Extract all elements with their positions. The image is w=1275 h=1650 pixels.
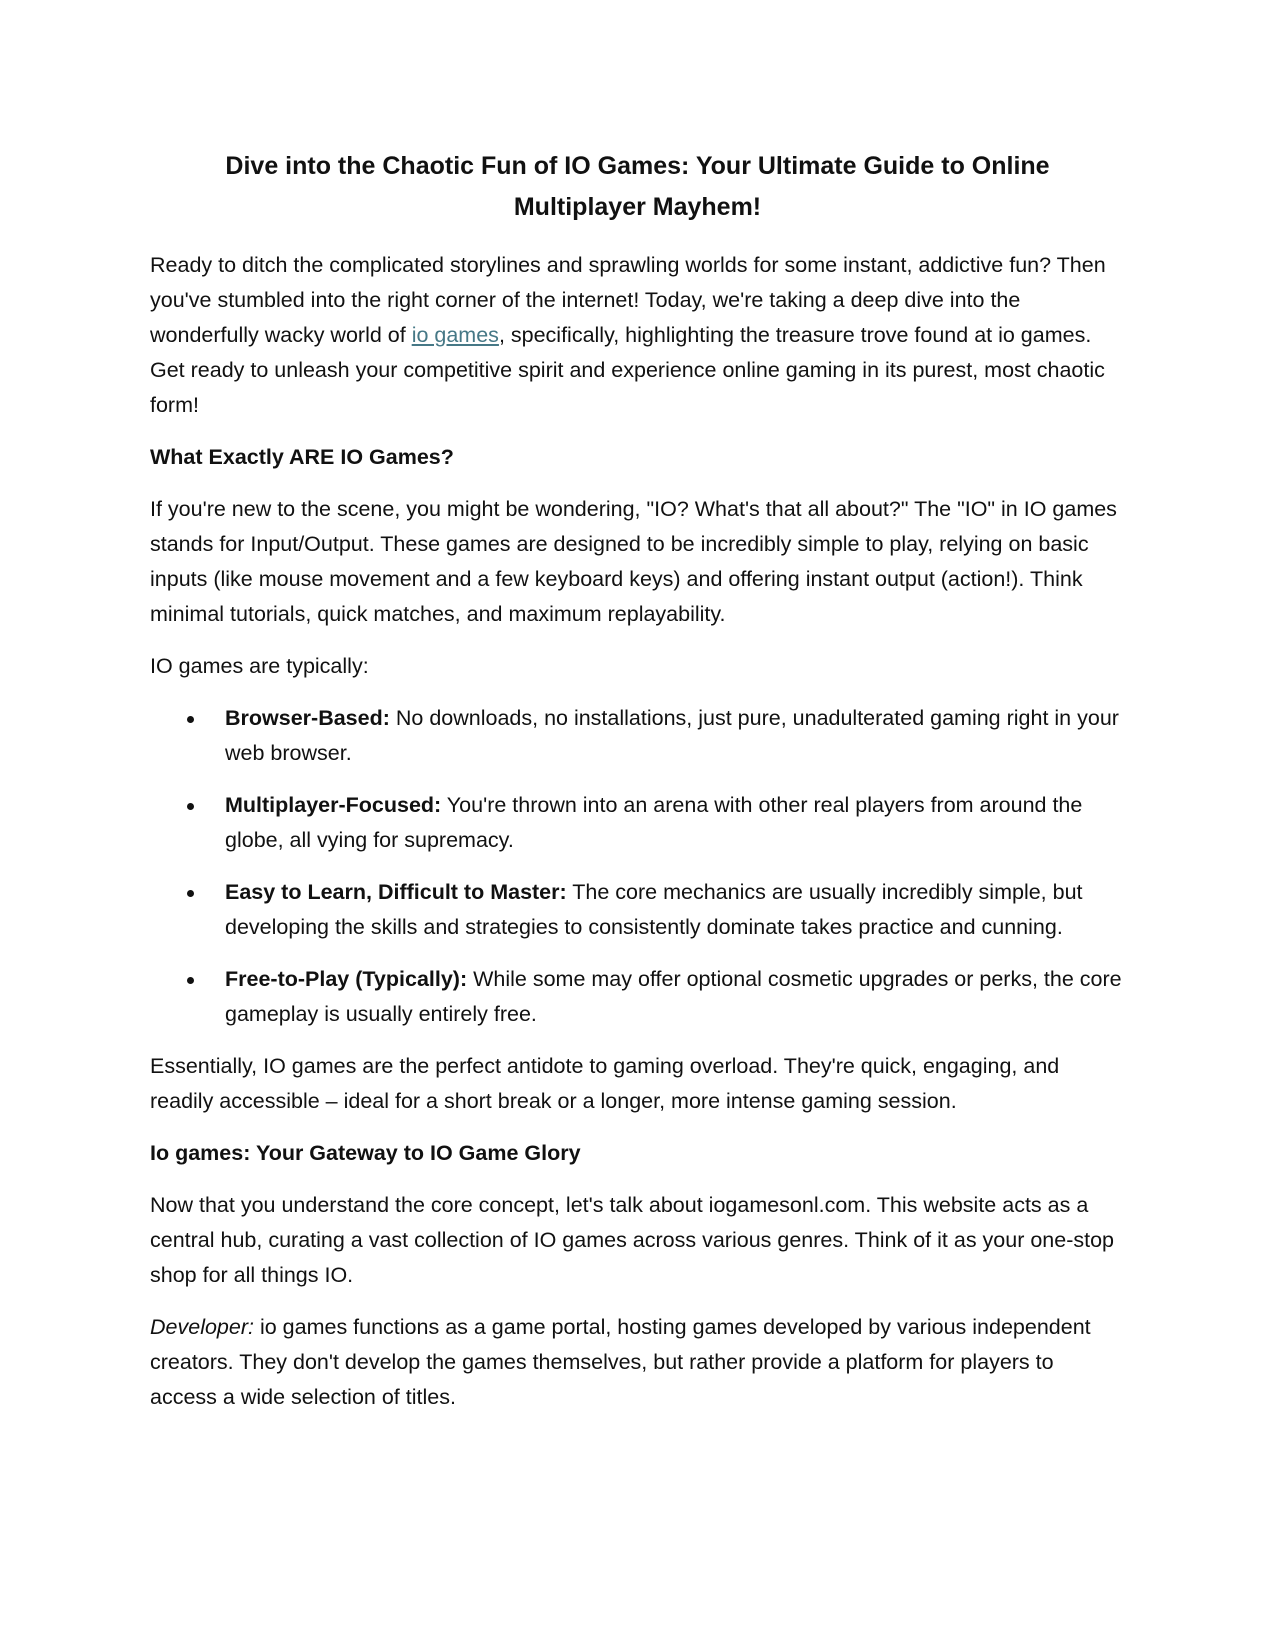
bullet-icon: [187, 803, 194, 810]
bullet-item-multiplayer-focused: [150, 788, 1125, 858]
bullet-icon: [187, 977, 194, 984]
io-games-link[interactable]: io games: [411, 323, 499, 347]
bullet-text: The core mechanics are usually incredibly simple, but developing the skills and strategies to consistently dominate takes practice and cunning.: [225, 880, 1083, 939]
intro-paragraph: [150, 248, 1125, 423]
features-bullet-list: [150, 701, 1125, 1032]
section1-paragraph-3: Essentially, IO games are the perfect antidote to gaming overload. They're quick, engaging, and readily accessible – ideal for a short break or a longer, more intense gaming session.: [150, 1054, 1060, 1113]
bullet-item-free-to-play: [150, 962, 1125, 1032]
bullet-label: Free-to-Play (Typically):: [225, 967, 468, 991]
section2-paragraph-1: Now that you understand the core concept, let's talk about iogamesonl.com. This website acts as a central hub, curating a vast collection of IO games across various genres. Think of it as your one-stop shop for all things IO.: [150, 1193, 1115, 1287]
developer-label: Developer:: [150, 1315, 254, 1339]
section-heading-what-are-io-games: What Exactly ARE IO Games?: [150, 445, 454, 469]
bullet-text: While some may offer optional cosmetic upgrades or perks, the core gameplay is usually entirely free.: [225, 967, 1122, 1026]
developer-paragraph: [150, 1310, 1125, 1415]
bullet-icon: [187, 890, 194, 897]
bullet-label: Multiplayer-Focused:: [225, 793, 442, 817]
bullet-text: You're thrown into an arena with other real players from around the globe, all vying for supremacy.: [225, 793, 1083, 852]
section-heading-gateway: Io games: Your Gateway to IO Game Glory: [150, 1141, 581, 1165]
intro-text-before-link: Ready to ditch the complicated storylines and sprawling worlds for some instant, addictive fun? Then you've stumbled into the right corner of the internet! Today, we're taking a deep dive into the wonderfully wacky world of: [150, 253, 1106, 347]
developer-text: io games functions as a game portal, hosting games developed by various independent creators. They don't develop the games themselves, but rather provide a platform for players to access a wide selection of titles.: [150, 1315, 1091, 1409]
bullet-item-easy-to-learn: [150, 875, 1125, 945]
bullet-label: Browser-Based:: [225, 706, 390, 730]
bullet-text: No downloads, no installations, just pure, unadulterated gaming right in your web browser.: [225, 706, 1119, 765]
bullet-item-browser-based: [150, 701, 1125, 771]
section1-paragraph-2: IO games are typically:: [150, 654, 369, 678]
page-title: Dive into the Chaotic Fun of IO Games: Your Ultimate Guide to Online Multiplayer Mayhem!: [225, 152, 1050, 221]
section1-paragraph-1: If you're new to the scene, you might be wondering, "IO? What's that all about?" The "IO" in IO games stands for Input/Output. These games are designed to be incredibly simple to play, relying on basic inputs (like mouse movement and a few keyboard keys) and offering instant output (action!). Think minimal tutorials, quick matches, and maximum replayability.: [150, 497, 1117, 626]
bullet-icon: [187, 716, 194, 723]
bullet-label: Easy to Learn, Difficult to Master:: [225, 880, 567, 904]
intro-text-after-link: , specifically, highlighting the treasure trove found at io games. Get ready to unleash your competitive spirit and experience online gaming in its purest, most chaotic form!: [150, 323, 1105, 417]
